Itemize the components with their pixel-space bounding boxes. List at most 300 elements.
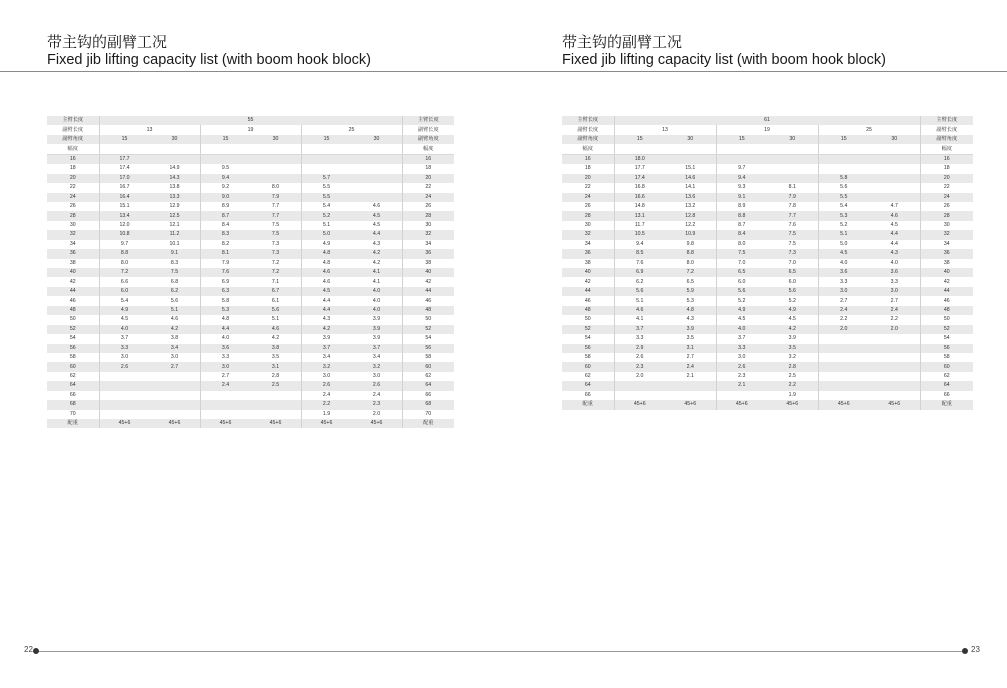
capacity-cell: 2.2 — [301, 400, 352, 409]
capacity-cell: 2.0 — [352, 410, 403, 419]
capacity-cell: 3.7 — [301, 344, 352, 353]
capacity-cell: 12.2 — [665, 221, 716, 230]
capacity-cell: 17.4 — [614, 174, 665, 183]
capacity-cell: 11.7 — [614, 221, 665, 230]
label-jib-length: 副臂长度 — [562, 125, 614, 134]
capacity-cell: 7.9 — [251, 193, 302, 202]
capacity-cell: 2.6 — [301, 381, 352, 390]
label-main-boom: 主臂长度 — [920, 116, 973, 125]
capacity-cell — [869, 164, 920, 173]
empty-cell — [818, 144, 869, 154]
jib-angle: 15 — [614, 135, 665, 144]
capacity-cell: 2.7 — [150, 362, 201, 371]
table-row — [47, 306, 454, 315]
table-row — [47, 174, 454, 183]
capacity-cell: 9.4 — [200, 174, 251, 183]
capacity-cell: 7.3 — [251, 240, 302, 249]
capacity-cell: 5.4 — [99, 296, 150, 305]
radius-cell: 64 — [562, 381, 614, 390]
radius-cell: 40 — [47, 268, 99, 277]
capacity-cell: 6.7 — [251, 287, 302, 296]
table-row — [562, 240, 973, 249]
page-right — [504, 0, 1007, 688]
label-jib-length: 副臂长度 — [47, 125, 99, 134]
capacity-cell: 5.0 — [818, 240, 869, 249]
capacity-cell: 17.7 — [99, 154, 150, 164]
capacity-cell: 2.3 — [352, 400, 403, 409]
capacity-cell: 4.3 — [301, 315, 352, 324]
radius-cell: 46 — [47, 296, 99, 305]
jib-length: 19 — [200, 125, 301, 134]
radius-cell: 20 — [562, 174, 614, 183]
radius-cell: 58 — [402, 353, 454, 362]
label-counterweight: 配重 — [402, 419, 454, 428]
capacity-cell: 6.3 — [200, 287, 251, 296]
counterweight-cell: 45+6 — [767, 400, 818, 409]
header-row-main-boom — [47, 116, 454, 125]
capacity-cell: 7.5 — [767, 230, 818, 239]
radius-cell: 66 — [920, 391, 973, 400]
radius-cell: 56 — [47, 344, 99, 353]
table-row — [47, 277, 454, 286]
capacity-cell — [99, 410, 150, 419]
capacity-cell: 3.1 — [251, 362, 302, 371]
capacity-cell: 3.0 — [150, 353, 201, 362]
capacity-cell: 6.9 — [200, 277, 251, 286]
capacity-cell — [869, 344, 920, 353]
radius-cell: 56 — [402, 344, 454, 353]
radius-cell: 46 — [562, 296, 614, 305]
capacity-cell: 14.3 — [150, 174, 201, 183]
radius-cell: 36 — [402, 249, 454, 258]
capacity-cell: 4.1 — [352, 268, 403, 277]
radius-cell: 32 — [47, 230, 99, 239]
capacity-cell: 7.6 — [614, 259, 665, 268]
page-title-english: Fixed jib lifting capacity list (with boom hook block) — [47, 52, 371, 68]
capacity-cell — [99, 391, 150, 400]
radius-cell: 18 — [47, 164, 99, 173]
capacity-cell: 9.4 — [614, 240, 665, 249]
capacity-cell: 4.2 — [352, 249, 403, 258]
capacity-cell: 3.7 — [99, 334, 150, 343]
capacity-cell: 8.4 — [200, 221, 251, 230]
table-row — [47, 344, 454, 353]
capacity-cell: 7.5 — [767, 240, 818, 249]
empty-cell — [150, 144, 201, 154]
capacity-cell: 3.9 — [352, 325, 403, 334]
capacity-cell: 4.2 — [767, 325, 818, 334]
radius-cell: 62 — [920, 372, 973, 381]
label-counterweight: 配重 — [562, 400, 614, 409]
capacity-cell: 10.8 — [99, 230, 150, 239]
capacity-cell: 10.5 — [614, 230, 665, 239]
capacity-cell: 17.4 — [99, 164, 150, 173]
radius-cell: 52 — [562, 325, 614, 334]
radius-cell: 16 — [402, 154, 454, 164]
capacity-cell: 3.3 — [99, 344, 150, 353]
capacity-cell: 5.1 — [301, 221, 352, 230]
capacity-cell: 7.7 — [251, 211, 302, 220]
table-row — [47, 315, 454, 324]
capacity-cell: 8.8 — [665, 249, 716, 258]
radius-cell: 50 — [47, 315, 99, 324]
table-row — [562, 372, 973, 381]
radius-cell: 34 — [47, 240, 99, 249]
capacity-cell: 8.3 — [200, 230, 251, 239]
capacity-cell: 4.0 — [818, 259, 869, 268]
radius-cell: 24 — [402, 193, 454, 202]
capacity-cell: 4.6 — [251, 325, 302, 334]
capacity-cell — [200, 154, 251, 164]
label-main-boom: 主臂长度 — [402, 116, 454, 125]
capacity-cell: 8.0 — [251, 183, 302, 192]
capacity-cell: 4.9 — [716, 306, 767, 315]
capacity-cell: 4.6 — [150, 315, 201, 324]
capacity-cell: 5.6 — [818, 183, 869, 192]
table-row — [47, 381, 454, 390]
radius-cell: 52 — [920, 325, 973, 334]
capacity-cell: 3.3 — [614, 334, 665, 343]
capacity-cell: 4.5 — [99, 315, 150, 324]
capacity-cell: 4.6 — [614, 306, 665, 315]
capacity-cell: 2.4 — [200, 381, 251, 390]
radius-cell: 18 — [920, 164, 973, 173]
capacity-cell: 6.2 — [150, 287, 201, 296]
capacity-cell — [665, 381, 716, 390]
radius-cell: 68 — [47, 400, 99, 409]
capacity-cell: 6.9 — [614, 268, 665, 277]
capacity-cell: 8.0 — [99, 259, 150, 268]
radius-cell: 28 — [920, 211, 973, 220]
capacity-cell: 4.5 — [869, 221, 920, 230]
capacity-cell: 4.0 — [99, 325, 150, 334]
radius-cell: 58 — [47, 353, 99, 362]
label-jib-angle: 副臂角度 — [47, 135, 99, 144]
capacity-cell — [200, 400, 251, 409]
capacity-cell: 4.0 — [352, 296, 403, 305]
capacity-cell: 4.4 — [352, 230, 403, 239]
capacity-cell: 8.7 — [200, 211, 251, 220]
capacity-cell — [301, 154, 352, 164]
capacity-cell — [99, 372, 150, 381]
capacity-cell: 3.0 — [352, 372, 403, 381]
capacity-cell: 3.4 — [301, 353, 352, 362]
radius-cell: 20 — [920, 174, 973, 183]
table-row — [562, 381, 973, 390]
capacity-cell: 7.7 — [767, 211, 818, 220]
capacity-cell: 6.6 — [99, 277, 150, 286]
capacity-cell: 2.4 — [818, 306, 869, 315]
capacity-cell: 2.9 — [614, 344, 665, 353]
capacity-cell: 3.0 — [869, 287, 920, 296]
capacity-cell: 3.5 — [767, 344, 818, 353]
radius-cell: 34 — [562, 240, 614, 249]
radius-cell: 28 — [562, 211, 614, 220]
main-boom-length: 61 — [614, 116, 920, 125]
capacity-cell: 3.2 — [352, 362, 403, 371]
jib-angle: 15 — [716, 135, 767, 144]
capacity-cell — [99, 381, 150, 390]
capacity-cell: 9.4 — [716, 174, 767, 183]
radius-cell: 42 — [402, 277, 454, 286]
label-main-boom: 主臂长度 — [562, 116, 614, 125]
radius-cell: 26 — [562, 202, 614, 211]
capacity-cell: 16.7 — [99, 183, 150, 192]
capacity-cell: 8.3 — [150, 259, 201, 268]
capacity-cell: 5.4 — [301, 202, 352, 211]
capacity-cell — [716, 391, 767, 400]
radius-cell: 66 — [402, 391, 454, 400]
table-row — [47, 391, 454, 400]
table-row — [562, 306, 973, 315]
capacity-cell: 2.8 — [767, 362, 818, 371]
capacity-cell: 9.5 — [200, 164, 251, 173]
capacity-cell — [150, 154, 201, 164]
jib-angle: 15 — [301, 135, 352, 144]
capacity-cell: 6.2 — [614, 277, 665, 286]
table-row — [562, 277, 973, 286]
radius-cell: 56 — [920, 344, 973, 353]
capacity-cell — [716, 154, 767, 164]
capacity-cell: 3.1 — [665, 344, 716, 353]
empty-cell — [352, 144, 403, 154]
capacity-cell: 5.2 — [818, 221, 869, 230]
capacity-cell: 2.0 — [869, 325, 920, 334]
label-counterweight: 配重 — [920, 400, 973, 409]
capacity-cell: 2.5 — [767, 372, 818, 381]
capacity-cell: 10.9 — [665, 230, 716, 239]
capacity-cell — [818, 391, 869, 400]
capacity-cell: 5.1 — [614, 296, 665, 305]
table-row — [562, 353, 973, 362]
radius-cell: 44 — [402, 287, 454, 296]
capacity-table-body — [562, 116, 973, 410]
table-row — [562, 183, 973, 192]
radius-cell: 44 — [562, 287, 614, 296]
capacity-cell: 9.7 — [716, 164, 767, 173]
capacity-cell: 9.1 — [150, 249, 201, 258]
capacity-cell: 17.7 — [614, 164, 665, 173]
capacity-cell: 14.8 — [614, 202, 665, 211]
radius-cell: 26 — [920, 202, 973, 211]
counterweight-cell: 45+6 — [818, 400, 869, 409]
capacity-cell: 12.8 — [665, 211, 716, 220]
table-row — [47, 193, 454, 202]
capacity-cell — [352, 174, 403, 183]
capacity-cell: 7.2 — [251, 259, 302, 268]
capacity-cell: 4.6 — [301, 268, 352, 277]
table-row — [47, 372, 454, 381]
capacity-cell: 4.7 — [869, 202, 920, 211]
empty-cell — [99, 144, 150, 154]
capacity-cell: 2.7 — [869, 296, 920, 305]
capacity-cell: 5.2 — [716, 296, 767, 305]
capacity-cell: 7.6 — [200, 268, 251, 277]
capacity-cell: 8.9 — [200, 202, 251, 211]
capacity-cell: 2.4 — [665, 362, 716, 371]
capacity-cell: 4.5 — [767, 315, 818, 324]
table-row — [47, 334, 454, 343]
capacity-cell — [251, 391, 302, 400]
radius-cell: 18 — [402, 164, 454, 173]
capacity-cell — [200, 391, 251, 400]
capacity-cell — [301, 164, 352, 173]
capacity-cell — [150, 410, 201, 419]
capacity-cell: 5.5 — [301, 193, 352, 202]
radius-cell: 40 — [562, 268, 614, 277]
radius-cell: 28 — [47, 211, 99, 220]
capacity-cell: 4.0 — [200, 334, 251, 343]
capacity-cell: 17.0 — [99, 174, 150, 183]
capacity-cell: 4.5 — [716, 315, 767, 324]
radius-cell: 48 — [562, 306, 614, 315]
table-row — [562, 259, 973, 268]
counterweight-cell: 45+6 — [99, 419, 150, 428]
table-row — [562, 268, 973, 277]
label-main-boom: 主臂长度 — [47, 116, 99, 125]
capacity-cell: 5.1 — [150, 306, 201, 315]
capacity-cell: 4.0 — [352, 306, 403, 315]
capacity-cell — [869, 372, 920, 381]
capacity-cell: 10.1 — [150, 240, 201, 249]
counterweight-cell: 45+6 — [200, 419, 251, 428]
jib-angle: 15 — [99, 135, 150, 144]
capacity-cell: 3.2 — [301, 362, 352, 371]
table-row — [47, 325, 454, 334]
capacity-cell: 2.2 — [767, 381, 818, 390]
table-row — [562, 391, 973, 400]
radius-cell: 38 — [920, 259, 973, 268]
radius-cell: 50 — [562, 315, 614, 324]
capacity-cell — [614, 391, 665, 400]
capacity-cell — [251, 154, 302, 164]
capacity-cell: 5.0 — [301, 230, 352, 239]
header-row-radius — [562, 144, 973, 154]
table-row — [47, 410, 454, 419]
capacity-cell: 5.8 — [200, 296, 251, 305]
capacity-cell — [767, 164, 818, 173]
label-jib-angle: 副臂角度 — [402, 135, 454, 144]
capacity-cell: 5.1 — [818, 230, 869, 239]
radius-cell: 60 — [402, 362, 454, 371]
capacity-cell: 5.9 — [665, 287, 716, 296]
empty-cell — [767, 144, 818, 154]
radius-cell: 64 — [47, 381, 99, 390]
counterweight-cell: 45+6 — [665, 400, 716, 409]
capacity-cell: 4.4 — [200, 325, 251, 334]
capacity-cell: 7.5 — [251, 221, 302, 230]
capacity-cell — [352, 154, 403, 164]
capacity-cell: 5.3 — [818, 211, 869, 220]
capacity-cell: 3.3 — [869, 277, 920, 286]
radius-cell: 30 — [562, 221, 614, 230]
radius-cell: 48 — [920, 306, 973, 315]
radius-cell: 70 — [47, 410, 99, 419]
table-row — [47, 362, 454, 371]
capacity-cell: 6.0 — [99, 287, 150, 296]
label-radius: 幅度 — [402, 144, 454, 154]
capacity-cell: 6.5 — [716, 268, 767, 277]
capacity-cell — [818, 344, 869, 353]
capacity-cell: 4.5 — [352, 221, 403, 230]
radius-cell: 24 — [47, 193, 99, 202]
capacity-cell: 6.1 — [251, 296, 302, 305]
header-row-jib-length — [562, 125, 973, 134]
radius-cell: 62 — [562, 372, 614, 381]
radius-cell: 22 — [402, 183, 454, 192]
capacity-cell: 2.7 — [200, 372, 251, 381]
radius-cell: 20 — [402, 174, 454, 183]
radius-cell: 48 — [402, 306, 454, 315]
table-row — [562, 325, 973, 334]
capacity-cell — [150, 381, 201, 390]
capacity-cell: 4.4 — [869, 230, 920, 239]
jib-length: 25 — [818, 125, 920, 134]
radius-cell: 42 — [920, 277, 973, 286]
radius-cell: 36 — [920, 249, 973, 258]
capacity-cell: 11.2 — [150, 230, 201, 239]
radius-cell: 62 — [47, 372, 99, 381]
capacity-cell: 3.9 — [352, 315, 403, 324]
capacity-cell: 4.5 — [301, 287, 352, 296]
capacity-cell: 4.9 — [301, 240, 352, 249]
capacity-cell: 12.9 — [150, 202, 201, 211]
capacity-cell: 4.1 — [614, 315, 665, 324]
capacity-cell: 3.6 — [869, 268, 920, 277]
capacity-cell: 3.5 — [665, 334, 716, 343]
capacity-cell — [251, 410, 302, 419]
capacity-cell — [869, 362, 920, 371]
radius-cell: 32 — [920, 230, 973, 239]
capacity-cell: 2.2 — [818, 315, 869, 324]
capacity-cell: 7.0 — [767, 259, 818, 268]
table-row — [562, 249, 973, 258]
table-row — [562, 221, 973, 230]
capacity-cell — [869, 193, 920, 202]
capacity-cell: 8.8 — [716, 211, 767, 220]
capacity-cell: 9.7 — [99, 240, 150, 249]
capacity-cell: 3.4 — [352, 353, 403, 362]
table-row — [47, 259, 454, 268]
capacity-cell: 4.0 — [869, 259, 920, 268]
table-row — [562, 287, 973, 296]
capacity-cell — [818, 154, 869, 164]
capacity-cell: 4.9 — [99, 306, 150, 315]
header-row-main-boom — [562, 116, 973, 125]
capacity-cell: 5.2 — [301, 211, 352, 220]
capacity-cell: 8.0 — [716, 240, 767, 249]
radius-cell: 66 — [47, 391, 99, 400]
capacity-table-body — [47, 116, 454, 428]
footer-dot-right — [962, 648, 968, 654]
capacity-cell: 4.1 — [352, 277, 403, 286]
capacity-cell: 9.8 — [665, 240, 716, 249]
capacity-cell: 7.9 — [200, 259, 251, 268]
radius-cell: 40 — [920, 268, 973, 277]
table-row — [47, 353, 454, 362]
capacity-cell: 7.6 — [767, 221, 818, 230]
capacity-cell: 16.6 — [614, 193, 665, 202]
capacity-cell: 8.5 — [614, 249, 665, 258]
radius-cell: 34 — [402, 240, 454, 249]
jib-angle: 30 — [251, 135, 302, 144]
capacity-cell: 7.3 — [251, 249, 302, 258]
capacity-cell: 2.6 — [352, 381, 403, 390]
capacity-cell: 5.6 — [716, 287, 767, 296]
capacity-cell — [352, 193, 403, 202]
radius-cell: 26 — [47, 202, 99, 211]
capacity-cell: 2.6 — [716, 362, 767, 371]
